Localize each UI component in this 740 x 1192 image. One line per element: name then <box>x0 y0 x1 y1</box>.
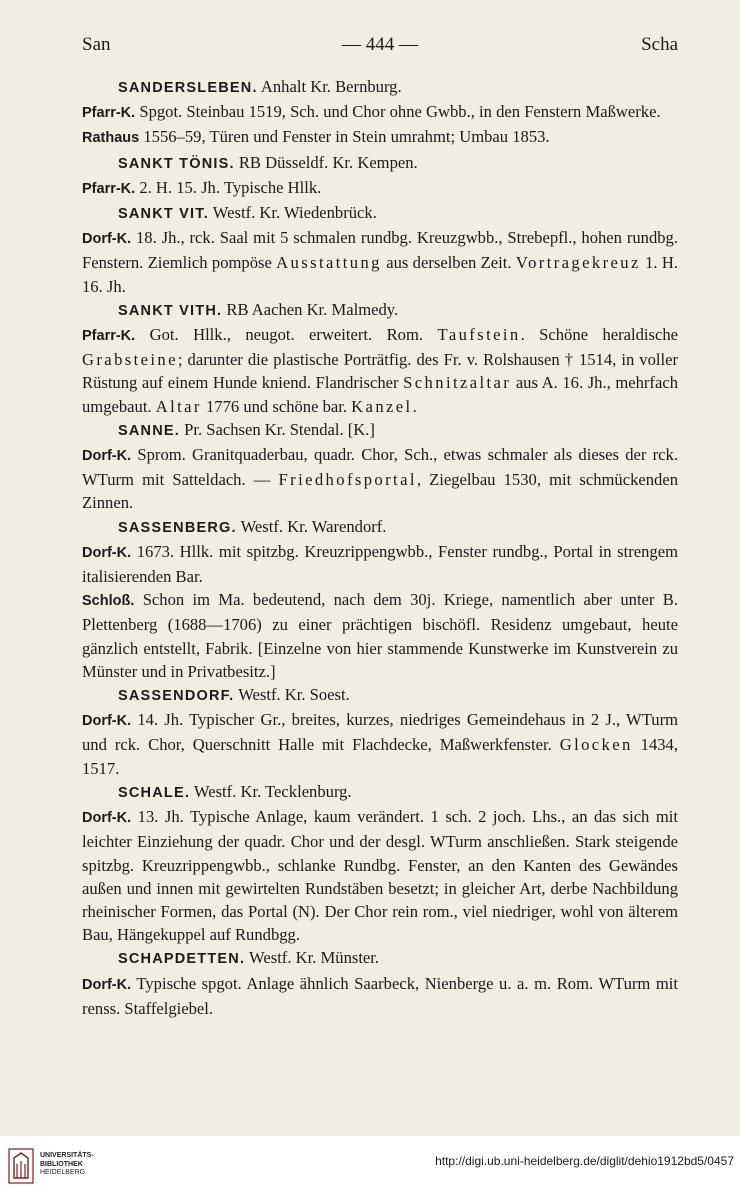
place-location: Anhalt Kr. Bernburg. <box>257 77 402 96</box>
entry-heading <box>82 418 678 443</box>
entry-paragraph <box>82 972 678 1020</box>
place-location: RB Aachen Kr. Malmedy. <box>222 299 399 319</box>
page-number: — 444 — <box>342 34 418 55</box>
entry-heading <box>82 75 678 100</box>
description-text: 13. Jh. Typische Anlage, kaum verändert. 1 sch. 2 joch. Lhs., an das sich mit leichter Einziehung der quadr. Chor und der desgl. WTurm anschließen. Stark steigende spitzbg. Kreuzrippengwbb., schlanke Rundbg. Fenster, an den Kanten des Gewändes außen und innen mit gewirtelten Rundstäben besetzt; in gleicher Art, derbe Nachbildung rheinischer Formen, das Portal (N). Der Chor rein rom., viel niedriger, wohl von älterem Bau, Hängekuppel auf Rundbgg. <box>82 807 678 945</box>
description-text: 14. Jh. Typischer Gr., breites, kurzes, niedriges Gemeindehaus in 2 J., WTurm und rck. Chor, Querschnitt Halle mit Flachdecke, Maßwerkfenster. <box>82 710 678 755</box>
description-text: Spgot. Steinbau 1519, Sch. und Chor ohne Gwbb., in den Fenstern Maßwerke. <box>135 102 661 122</box>
entry-heading <box>82 780 678 805</box>
place-location: Westf. Kr. Münster. <box>245 948 380 968</box>
library-name <box>40 1152 94 1178</box>
highlighted-term: Vortragekreuz <box>515 253 641 273</box>
entry-paragraph <box>82 588 678 683</box>
entry-heading <box>82 201 678 226</box>
library-name-line: BIBLIOTHEK <box>40 1160 83 1168</box>
description-text: Schon im Ma. bedeutend, nach dem 30j. Kriege, namentlich aber unter B. Plettenberg (1688—1706) zu einer prächtigen bischöfl. Residenz umgebaut, heute gänzlich entstellt, Fabrik. [Einzelne von hier stammende Kunstwerke im Kunstverein zu Münster und in Privatbesitz.] <box>82 590 678 681</box>
description-text: 1556–59, Türen und Fenster in Stein umrahmt; Umbau 1853. <box>139 127 550 147</box>
place-location: Westf. Kr. Wiedenbrück. <box>208 203 377 223</box>
library-name-line: UNIVERSITÄTS- <box>40 1152 94 1159</box>
description-text: 1673. Hllk. mit spitzbg. Kreuzrippengwbb., Fenster rundbg., Portal in strengem italisierenden Bar. <box>82 541 678 587</box>
description-text: . Schöne heraldische <box>520 325 678 345</box>
building-label: Schloß. <box>82 593 135 610</box>
description-text: aus derselben Zeit. <box>381 253 516 273</box>
library-seal-icon <box>8 1148 34 1184</box>
entries-text <box>82 75 678 1020</box>
place-name: SCHAPDETTEN. <box>118 951 246 968</box>
header-right-keyword: Scha <box>641 34 678 55</box>
entry-paragraph <box>82 125 678 150</box>
entry-paragraph <box>82 443 678 515</box>
place-name: SASSENBERG. <box>118 519 237 536</box>
entry-paragraph <box>82 226 678 298</box>
building-label: Dorf-K. <box>82 448 132 465</box>
building-label: Pfarr-K. <box>82 105 136 122</box>
entry-heading <box>82 946 678 971</box>
description-text: aus A. 16. Jh., mehrfach umgebaut. <box>82 373 678 416</box>
highlighted-term: Kanzel <box>351 396 413 416</box>
place-location: Westf. Kr. Warendorf. <box>236 516 387 536</box>
place-name: SANNE. <box>118 422 180 439</box>
description-text: Got. Hllk., neugot. erweitert. Rom. <box>135 325 438 345</box>
running-header <box>82 34 678 62</box>
highlighted-term: Grabsteine <box>82 350 178 370</box>
building-label: Pfarr-K. <box>82 180 136 197</box>
entry-paragraph <box>82 805 678 946</box>
entry-paragraph <box>82 540 678 588</box>
header-left-keyword: San <box>82 34 111 55</box>
building-label: Dorf-K. <box>82 544 132 561</box>
entry-paragraph <box>82 100 678 125</box>
description-text: . <box>412 396 417 416</box>
building-label: Dorf-K. <box>82 810 132 827</box>
entry-paragraph <box>82 708 678 780</box>
source-url-link[interactable]: http://digi.ub.uni-heidelberg.de/diglit/dehio1912bd5/0457 <box>435 1154 734 1168</box>
highlighted-term: Glocken <box>559 735 633 755</box>
place-location: RB Düsseldf. Kr. Kempen. <box>234 152 418 172</box>
entry-heading <box>82 515 678 540</box>
library-name-line: HEIDELBERG <box>40 1169 86 1176</box>
entry-heading <box>82 683 678 708</box>
description-text: , Ziegelbau 1530, mit schmückenden Zinnen. <box>82 470 678 513</box>
entry-heading <box>82 298 678 323</box>
building-label: Rathaus <box>82 130 140 147</box>
description-text: ; darunter die plastische Porträtfig. des Fr. v. Rolshausen † 1514, in voller Rüstung auf einem Hunde kniend. Flandrischer <box>82 350 678 393</box>
place-name: SANDERSLEBEN. <box>118 80 258 96</box>
description-text: Sprom. Granitquaderbau, quadr. Chor, Sch., etwas schmaler als dieses der rck. WTurm mit Satteldach. — <box>82 445 678 490</box>
place-name: SCHALE. <box>118 784 191 801</box>
highlighted-term: Altar <box>155 396 202 416</box>
entry-paragraph <box>82 323 678 418</box>
highlighted-term: Schnitzaltar <box>403 373 512 393</box>
place-location: Westf. Kr. Tecklenburg. <box>190 781 352 801</box>
place-name: SANKT TÖNIS. <box>118 155 235 172</box>
building-label: Dorf-K. <box>82 231 132 248</box>
description-text: 1434, 1517. <box>82 735 678 778</box>
building-label: Pfarr-K. <box>82 328 136 345</box>
description-text: 2. H. 15. Jh. Typische Hllk. <box>135 177 322 197</box>
building-label: Dorf-K. <box>82 713 132 730</box>
entry-heading <box>82 151 678 176</box>
highlighted-term: Taufstein <box>437 325 521 345</box>
place-location: Westf. Kr. Soest. <box>234 685 350 705</box>
highlighted-term: Ausstattung <box>276 253 382 273</box>
entry-paragraph <box>82 176 678 201</box>
description-text: 1. H. 16. Jh. <box>82 253 679 296</box>
description-text: 18. Jh., rck. Saal mit 5 schmalen rundbg. Kreuzgwbb., Strebepfl., hohen rundbg. Fenstern. Ziemlich pompöse <box>82 228 678 273</box>
highlighted-term: Friedhofsportal <box>278 470 417 490</box>
library-footer <box>0 1136 740 1192</box>
place-name: SANKT VITH. <box>118 302 223 319</box>
building-label: Dorf-K. <box>82 976 132 993</box>
place-name: SASSENDORF. <box>118 688 235 705</box>
place-location: Pr. Sachsen Kr. Stendal. [K.] <box>180 419 375 439</box>
place-name: SANKT VIT. <box>118 206 209 223</box>
description-text: 1776 und schöne bar. <box>201 396 352 416</box>
description-text: Typische spgot. Anlage ähnlich Saarbeck, Nienberge u. a. m. Rom. WTurm mit renss. Staffelgiebel. <box>82 973 678 1018</box>
